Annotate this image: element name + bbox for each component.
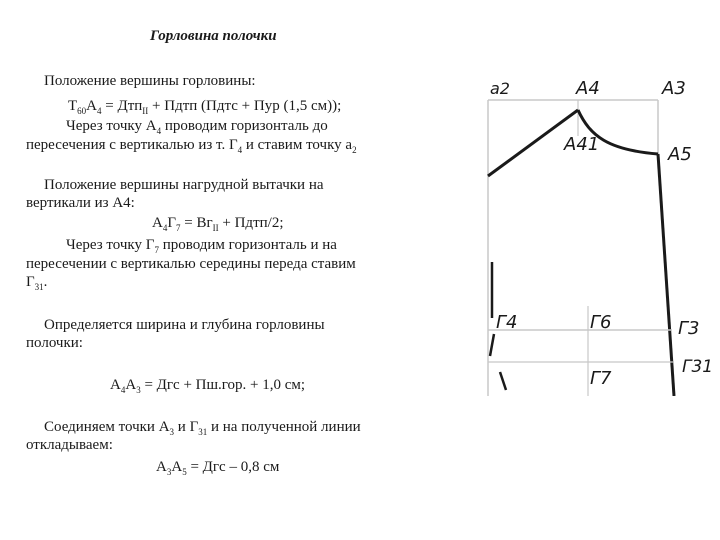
formula-a4-a3: $А_4А_3$ = Дгс + Пш.гор. + 1,0 см; bbox=[110, 377, 306, 395]
label-a5: А5 bbox=[668, 144, 692, 165]
paragraph-3-line-2: полочки: bbox=[26, 335, 83, 351]
paragraph-2-line-2: вертикали из А4: bbox=[26, 195, 135, 211]
label-g6: Г6 bbox=[590, 312, 612, 333]
label-g7: Г7 bbox=[590, 368, 612, 389]
paragraph-2-line-5: пересечении с вертикалью середины переда ставим bbox=[26, 256, 356, 272]
paragraph-1-line-4: пересечения с вертикалью из т. $Г_4$ и ставим точку $а_2$ bbox=[26, 137, 357, 155]
label-g31: Г31 bbox=[682, 357, 714, 377]
paragraph-1-line-1: Положение вершины горловины: bbox=[44, 73, 256, 89]
paragraph-4-line-1: Соединяем точки $А_3$ и $Г_{31}$ и на полученной линии bbox=[44, 419, 361, 437]
label-g3: Г3 bbox=[678, 318, 700, 339]
formula-a3-a5: $А_3А_5$ = Дгс – 0,8 см bbox=[156, 459, 280, 477]
paragraph-4-line-2: откладываем: bbox=[26, 437, 113, 453]
label-a41: А41 bbox=[564, 134, 600, 155]
label-a3: А3 bbox=[662, 78, 686, 99]
paragraph-2-line-1: Положение вершины нагрудной вытачки на bbox=[44, 177, 324, 193]
neckline-diagram bbox=[478, 66, 718, 396]
formula-a4-g7: $А_4Г_7 = Вг_{II}$ + Пдтп/2; bbox=[152, 215, 284, 233]
formula-t60-a4: $Т_{60}А_4 = Дтп_{II}$ + Пдтп (Пдтс + Пур (1,5 см)); bbox=[68, 98, 342, 116]
paragraph-1-line-3: Через точку $А_4$ проводим горизонталь до bbox=[66, 118, 328, 136]
paragraph-3-line-1: Определяется ширина и глубина горловины bbox=[44, 317, 325, 333]
centre-front-line bbox=[658, 154, 674, 396]
page-title: Горловина полочки bbox=[150, 28, 277, 44]
label-a2: а2 bbox=[490, 79, 510, 98]
label-g4: Г4 bbox=[496, 312, 518, 333]
text-column bbox=[26, 0, 431, 540]
paragraph-2-line-6: $Г_{31}$. bbox=[26, 274, 48, 292]
paragraph-2-line-4: Через точку $Г_7$ проводим горизонталь и на bbox=[66, 237, 337, 255]
label-a4: А4 bbox=[576, 78, 600, 99]
